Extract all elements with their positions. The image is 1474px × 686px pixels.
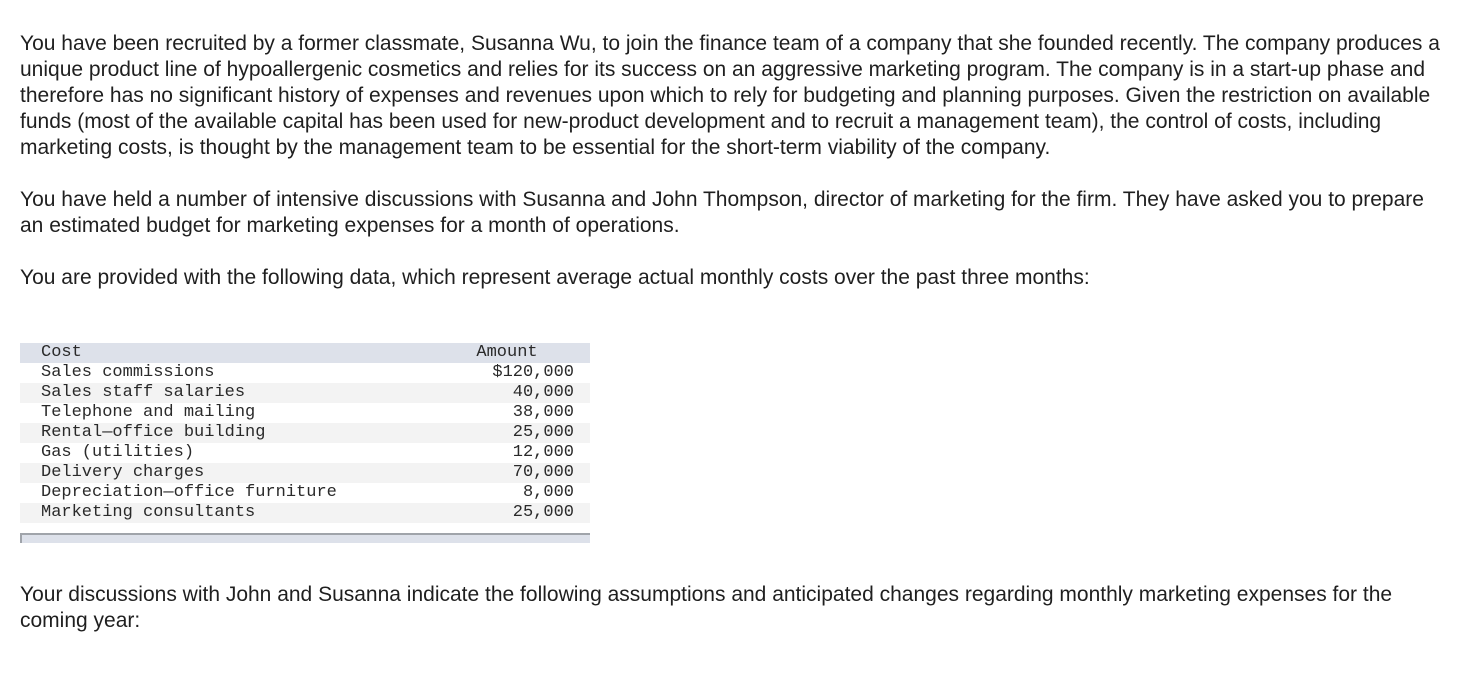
- table-header-row: [20, 343, 590, 363]
- table-row: [20, 443, 590, 463]
- cost-cell: Delivery charges: [41, 463, 205, 482]
- amount-cell: 25,000: [512, 503, 574, 522]
- amount-cell: 38,000: [512, 403, 574, 422]
- cost-table: [20, 343, 590, 523]
- problem-text: [20, 31, 1440, 291]
- table-row: [20, 403, 590, 423]
- amount-cell: $120,000: [492, 363, 574, 382]
- cost-table-container: [20, 343, 590, 543]
- cost-cell: Rental—office building: [41, 423, 266, 442]
- assumptions-paragraph: Your discussions with John and Susanna indicate the following assumptions and anticipated changes regarding monthly marketing expenses for the coming year:: [20, 583, 1393, 632]
- cost-cell: Marketing consultants: [41, 503, 256, 522]
- table-footer-bar: [20, 533, 590, 543]
- amount-cell: 8,000: [522, 483, 574, 502]
- table-row: [20, 383, 590, 403]
- data-intro-paragraph: You are provided with the following data, which represent average actual monthly costs over the past three months:: [20, 266, 1090, 289]
- table-row: [20, 363, 590, 383]
- table-row: [20, 483, 590, 503]
- cost-cell: Sales commissions: [41, 363, 215, 382]
- table-row: [20, 423, 590, 443]
- amount-cell: 12,000: [512, 443, 574, 462]
- cost-cell: Sales staff salaries: [41, 383, 246, 402]
- cost-cell: Depreciation—office furniture: [41, 483, 337, 502]
- amount-cell: 70,000: [512, 463, 574, 482]
- cost-column-header: Cost: [41, 343, 82, 362]
- table-row: [20, 503, 590, 523]
- cost-cell: Gas (utilities): [41, 443, 195, 462]
- discussions-paragraph: You have held a number of intensive discussions with Susanna and John Thompson, director of marketing for the firm. They have asked you to prepare an estimated budget for marketing expenses for a month of operations.: [20, 188, 1424, 237]
- table-row: [20, 463, 590, 483]
- amount-cell: 25,000: [512, 423, 574, 442]
- amount-column-header: Amount: [476, 343, 538, 362]
- intro-paragraph: You have been recruited by a former classmate, Susanna Wu, to join the finance team of a company that she founded recently. The company produces a unique product line of hypoallergenic cosmetics and relies for its success on an aggressive marketing program. The company is in a start-up phase and therefore has no significant history of expenses and revenues upon which to rely for budgeting and planning purposes. Given the restriction on available funds (most of the available capital has been used for new-product development and to recruit a management team), the control of costs, including marketing costs, is thought by the management team to be essential for the short-term viability of the company.: [20, 32, 1440, 159]
- amount-cell: 40,000: [512, 383, 574, 402]
- cost-cell: Telephone and mailing: [41, 403, 256, 422]
